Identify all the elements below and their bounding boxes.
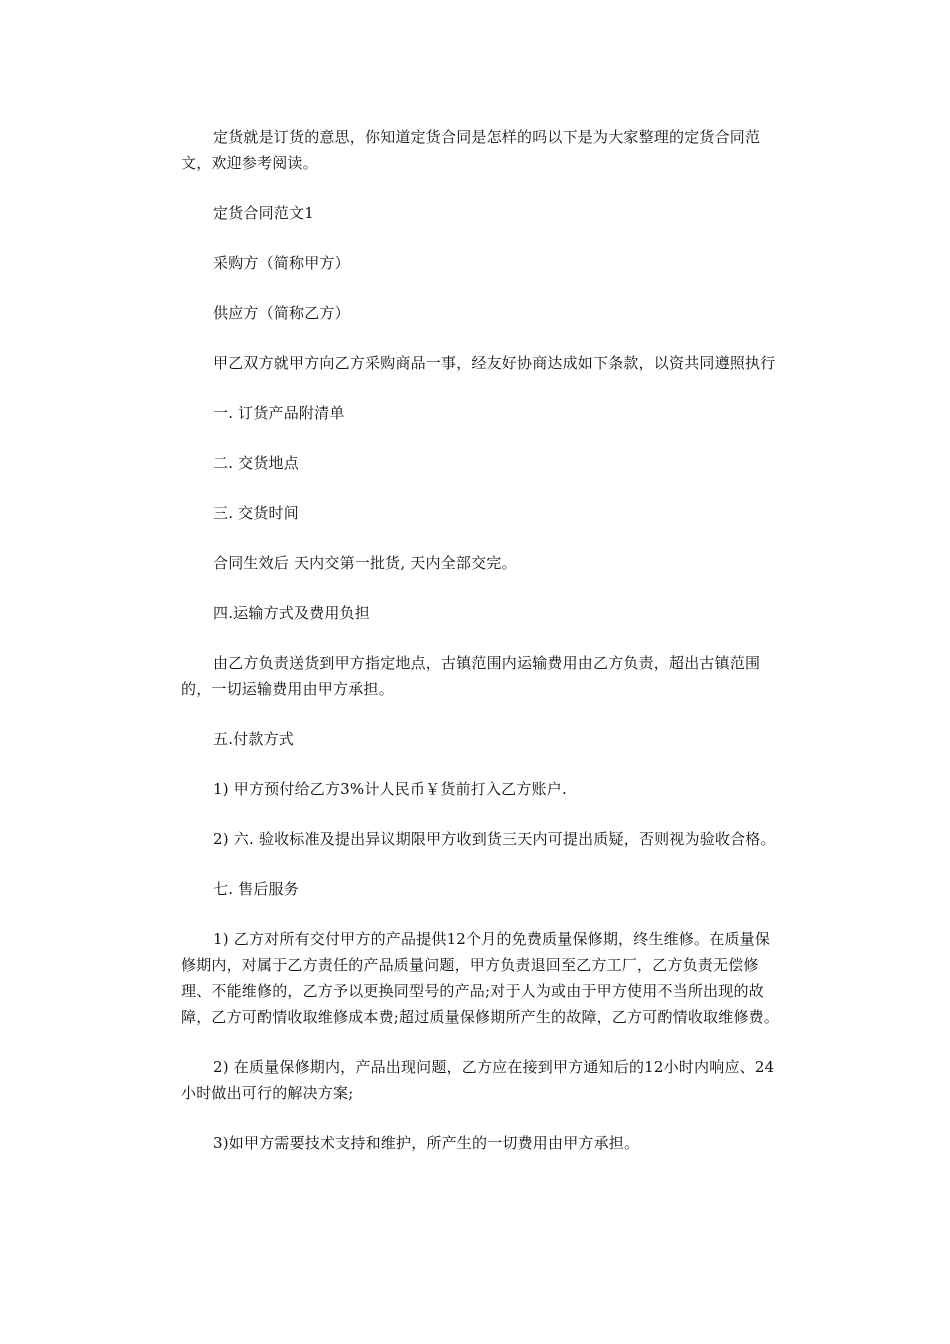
payment-item-2: 2) 六. 验收标准及提出异议期限甲方收到货三天内可提出质疑，否则视为验收合格。 <box>213 830 776 848</box>
service-item-1: 1) 乙方对所有交付甲方的产品提供12个月的免费质量保修期，终生维修。在质量保修期内，对属于乙方责任的产品质量问题，甲方负责退回至乙方工厂，乙方负责无偿修理、不能维修的，乙方予以更换同型号的产品;对于人为或由于甲方使用不当所出现的故障，乙方可酌情收取维修成本费;超过质量保修期所产生的故障，乙方可酌情收取维修费。 <box>181 930 780 1026</box>
section-2-heading: 二. 交货地点 <box>213 454 299 472</box>
payment-item-1: 1) 甲方预付给乙方3%计人民币￥货前打入乙方账户. <box>213 780 567 798</box>
buyer-line: 采购方（简称甲方） <box>213 254 350 272</box>
transport-paragraph: 由乙方负责送货到甲方指定地点，古镇范围内运输费用由乙方负责，超出古镇范围的，一切运输费用由甲方承担。 <box>181 654 761 698</box>
supplier-line: 供应方（简称乙方） <box>213 304 350 322</box>
service-item-3: 3)如甲方需要技术支持和维护，所产生的一切费用由甲方承担。 <box>213 1134 640 1152</box>
contract-title: 定货合同范文1 <box>213 204 314 222</box>
document-body <box>181 124 781 1180</box>
section-5-heading: 五.付款方式 <box>213 730 294 748</box>
section-7-heading: 七. 售后服务 <box>213 880 299 898</box>
intro-paragraph: 定货就是订货的意思，你知道定货合同是怎样的吗以下是为大家整理的定货合同范文，欢迎参考阅读。 <box>181 128 761 172</box>
service-item-2: 2) 在质量保修期内，产品出现问题，乙方应在接到甲方通知后的12小时内响应、24小时做出可行的解决方案; <box>181 1058 775 1102</box>
agreement-preamble: 甲乙双方就甲方向乙方采购商品一事，经友好协商达成如下条款，以资共同遵照执行 <box>213 354 776 372</box>
section-3-heading: 三. 交货时间 <box>213 504 299 522</box>
delivery-time-paragraph: 合同生效后 天内交第一批货, 天内全部交完。 <box>213 554 517 572</box>
section-4-heading: 四.运输方式及费用负担 <box>213 604 370 622</box>
section-1-heading: 一. 订货产品附清单 <box>213 404 345 422</box>
